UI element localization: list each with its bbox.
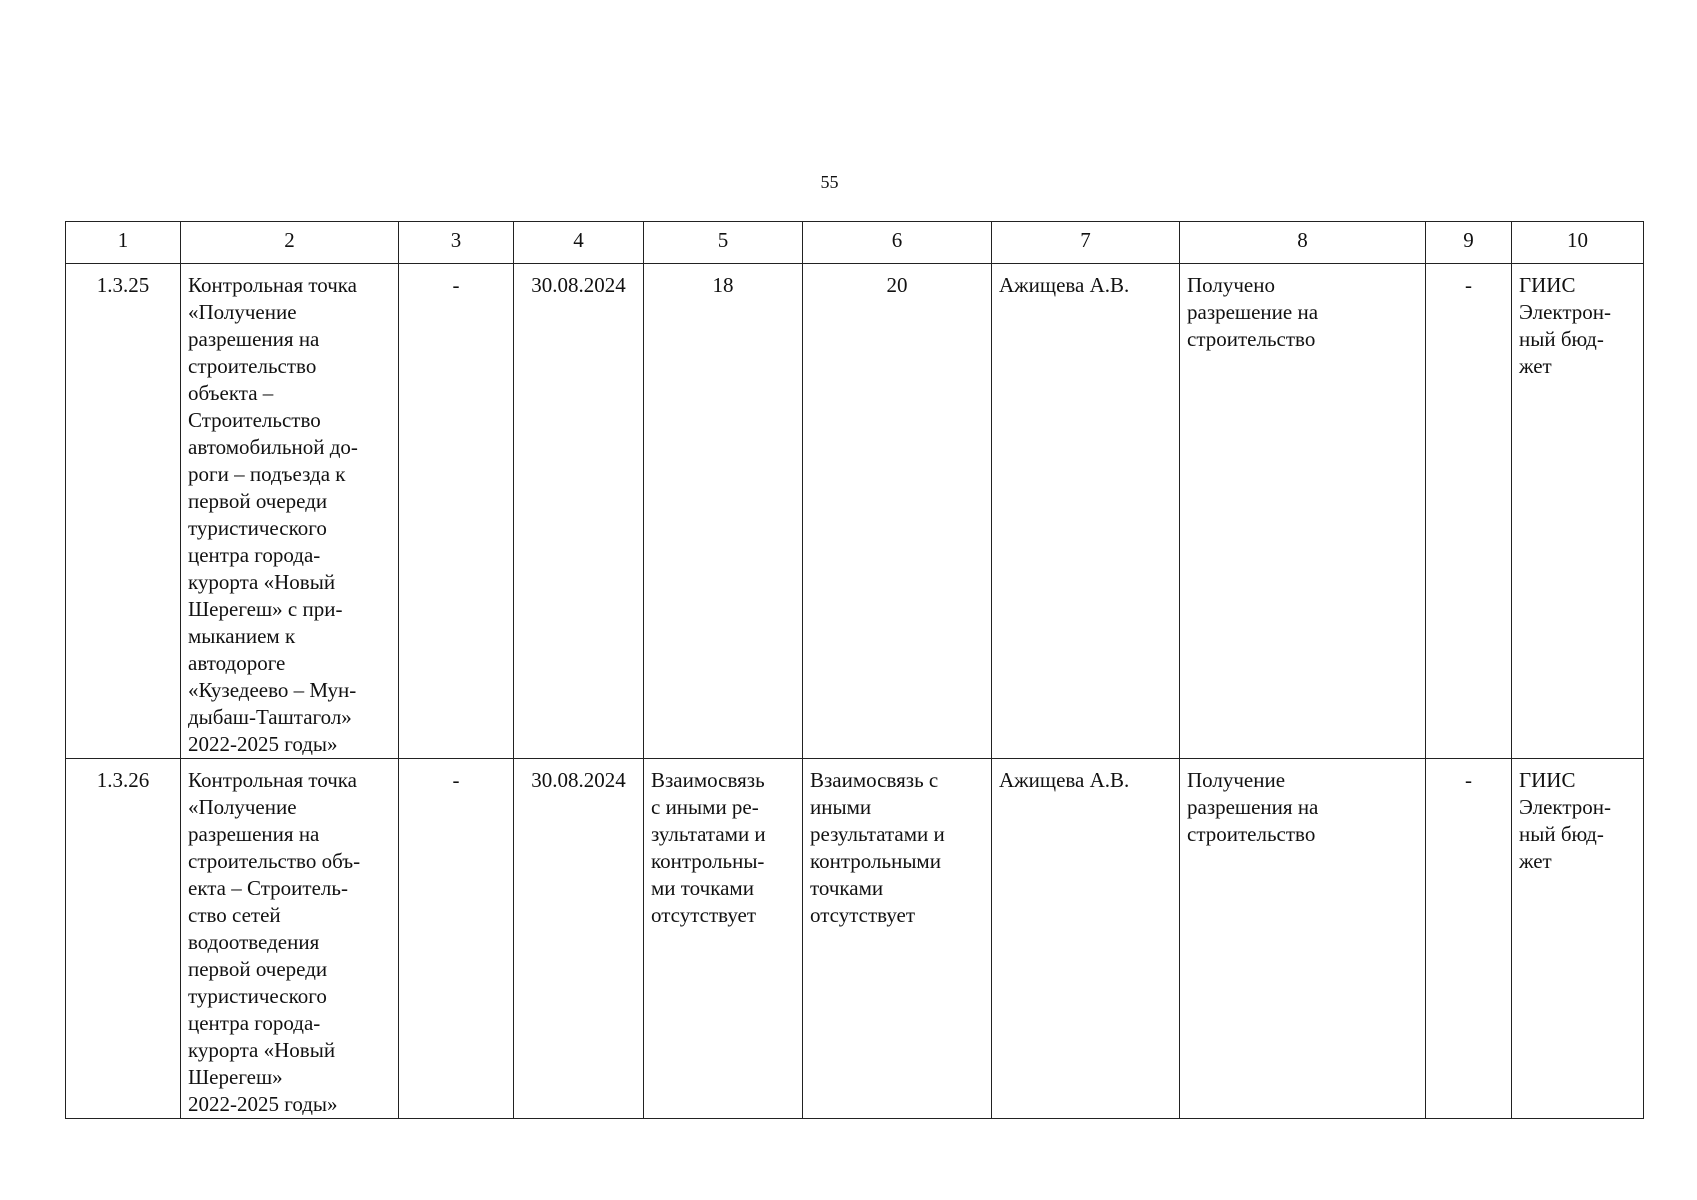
column-5-cell: Взаимосвязь с иными ре- зультатами и контрольны- ми точками отсутствует xyxy=(644,759,803,1119)
header-cell-9: 9 xyxy=(1426,222,1512,264)
header-cell-1: 1 xyxy=(66,222,181,264)
date-cell: 30.08.2024 xyxy=(514,759,644,1119)
header-cell-8: 8 xyxy=(1180,222,1426,264)
row-number-cell: 1.3.25 xyxy=(66,264,181,759)
row-number-cell: 1.3.26 xyxy=(66,759,181,1119)
column-5-cell: 18 xyxy=(644,264,803,759)
column-3-cell: - xyxy=(399,759,514,1119)
control-point-name-cell: Контрольная точка «Получение разрешения на строительство объ- екта – Строитель- ство сетей водоотведения первой очереди туристического центра города- курорта «Новый Шерегеш» 2022-2025 годы» xyxy=(181,759,399,1119)
header-cell-7: 7 xyxy=(992,222,1180,264)
column-3-cell: - xyxy=(399,264,514,759)
column-9-cell: - xyxy=(1426,759,1512,1119)
column-6-cell: Взаимосвязь с иными результатами и контрольными точками отсутствует xyxy=(803,759,992,1119)
system-cell: ГИИС Электрон- ный бюд- жет xyxy=(1512,759,1644,1119)
table-row xyxy=(66,264,1644,759)
date-cell: 30.08.2024 xyxy=(514,264,644,759)
header-cell-10: 10 xyxy=(1512,222,1644,264)
header-cell-3: 3 xyxy=(399,222,514,264)
control-point-name-cell: Контрольная точка «Получение разрешения на строительство объекта – Строительство автомобильной до- роги – подъезда к первой очереди туристического центра города- курорта «Новый Шерегеш» с при- мыканием к автодороге «Кузедеево – Мун- дыбаш-Таштагол» 2022-2025 годы» xyxy=(181,264,399,759)
responsible-cell: Ажищева А.В. xyxy=(992,264,1180,759)
table-row xyxy=(66,759,1644,1119)
header-row xyxy=(66,222,1644,264)
header-cell-5: 5 xyxy=(644,222,803,264)
column-9-cell: - xyxy=(1426,264,1512,759)
result-cell: Получение разрешения на строительство xyxy=(1180,759,1426,1119)
system-cell: ГИИС Электрон- ный бюд- жет xyxy=(1512,264,1644,759)
result-cell: Получено разрешение на строительство xyxy=(1180,264,1426,759)
header-cell-6: 6 xyxy=(803,222,992,264)
header-cell-2: 2 xyxy=(181,222,399,264)
table-header xyxy=(66,222,1644,264)
responsible-cell: Ажищева А.В. xyxy=(992,759,1180,1119)
page-number: 55 xyxy=(820,172,839,192)
column-6-cell: 20 xyxy=(803,264,992,759)
header-cell-4: 4 xyxy=(514,222,644,264)
control-points-table xyxy=(65,221,1644,1119)
